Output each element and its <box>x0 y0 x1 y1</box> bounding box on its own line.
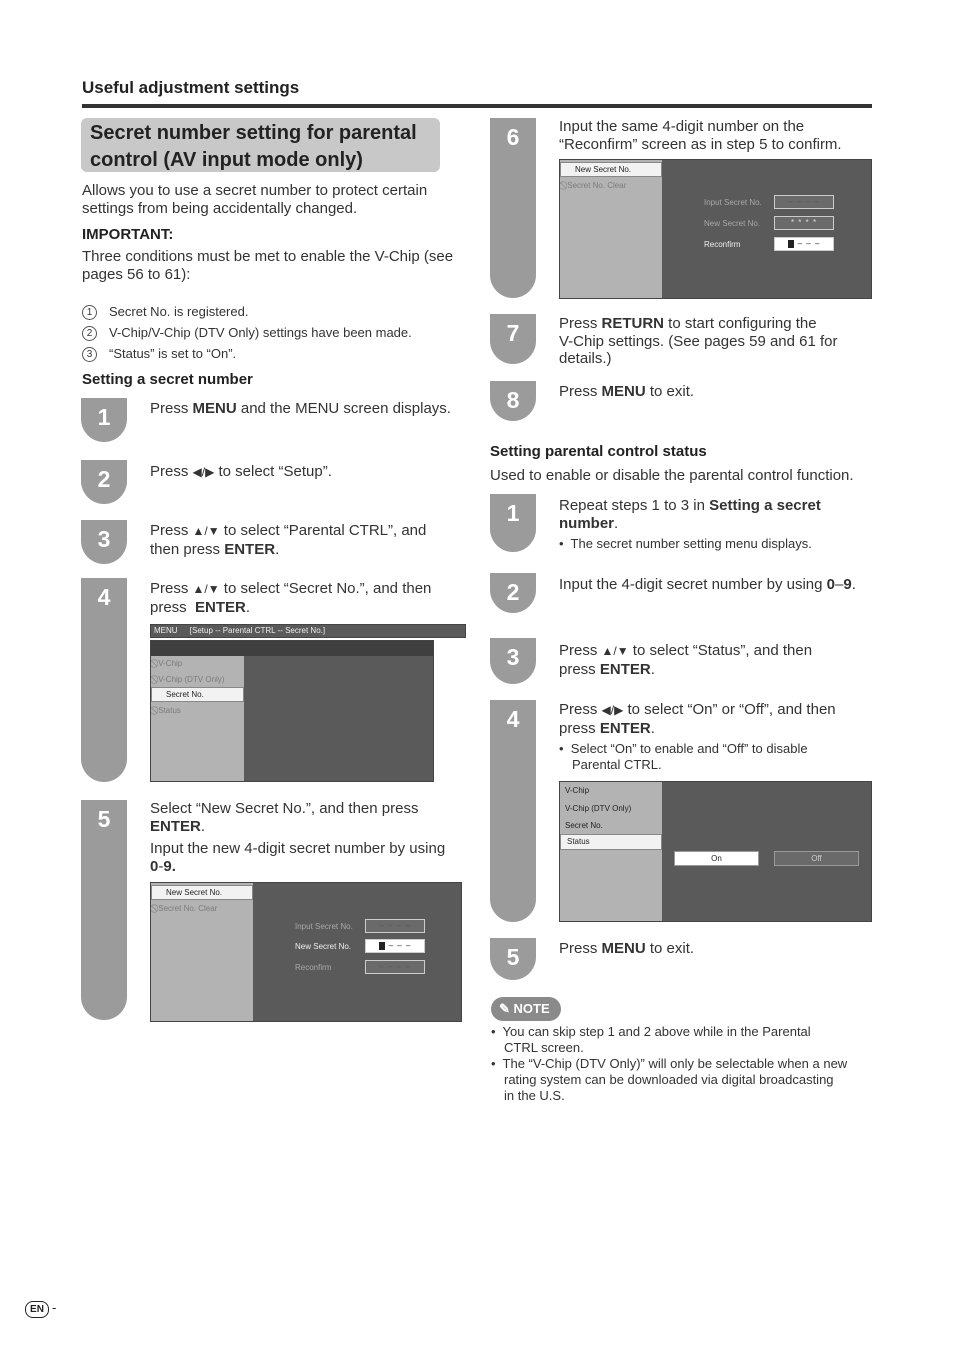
label-reconfirm: Reconfirm <box>704 240 741 249</box>
condition-text: Secret No. is registered. <box>109 304 249 319</box>
pstep-tab-2 <box>490 573 536 613</box>
step1-text: Press MENU and the MENU screen displays. <box>150 400 451 417</box>
condition-text: V-Chip/V-Chip (DTV Only) settings have been made. <box>109 325 412 340</box>
menu-label: MENU <box>154 626 178 635</box>
up-down-arrows-icon: ▲/▼ <box>192 582 220 596</box>
label-reconfirm: Reconfirm <box>295 963 332 972</box>
step-tab-4 <box>81 578 127 782</box>
reconfirm-field[interactable]: – – – – <box>365 960 425 974</box>
step8-text: Press MENU to exit. <box>559 383 695 400</box>
page-title-line2: control (AV input mode only) <box>90 149 363 171</box>
section-header: Useful adjustment settings <box>82 78 300 97</box>
step-number: 5 <box>97 806 111 832</box>
menu-item-status[interactable]: ⃠ Status <box>156 706 181 715</box>
status-screen <box>559 781 872 922</box>
pstep2-text: Input the 4-digit secret number by using 0–9. <box>559 576 856 593</box>
input-secret-field[interactable]: – – – – <box>365 919 425 933</box>
pstep4-text: Press ◀/▶ to select “On” or “Off”, and then press ENTER. <box>559 701 836 737</box>
menu-breadcrumb-bar <box>150 624 466 638</box>
status-left-panel <box>560 782 662 921</box>
conditions-list <box>82 304 412 367</box>
condition-item <box>82 304 412 325</box>
up-down-arrows-icon: ▲/▼ <box>601 644 629 658</box>
page-dash: - <box>52 1300 57 1315</box>
step-number: 3 <box>97 526 111 552</box>
step-tab-5 <box>81 800 127 1020</box>
reconfirm-screen <box>559 159 872 299</box>
important-line1: Three conditions must be met to enable the V-Chip (see <box>82 248 454 265</box>
step-number: 2 <box>97 466 111 492</box>
tab-new-secret-no[interactable]: New Secret No. <box>560 162 662 177</box>
note-bullet-1: • You can skip step 1 and 2 above while in the Parental CTRL screen. <box>491 1024 811 1055</box>
important-label: IMPORTANT: <box>82 226 174 243</box>
step-tab-1 <box>81 398 127 442</box>
pstep5-text: Press MENU to exit. <box>559 940 695 957</box>
status-off-button[interactable]: Off <box>774 851 859 866</box>
menu-item-vchip[interactable]: ⃠ V-Chip <box>156 659 183 668</box>
step-number: 3 <box>506 644 520 670</box>
menu-item-vchip-dtv[interactable]: V-Chip (DTV Only) <box>565 804 632 813</box>
condition-item <box>82 346 412 367</box>
tab-secret-no-clear[interactable]: ⃠ Secret No. Clear <box>156 904 218 913</box>
note-label: NOTE <box>513 1001 550 1016</box>
label-new-secret: New Secret No. <box>704 219 761 228</box>
intro-line1: Allows you to use a secret number to protect certain <box>82 182 428 199</box>
left-right-arrows-icon: ◀/▶ <box>601 703 624 717</box>
parental-title: Setting parental control status <box>490 443 707 460</box>
setting-secret-title: Setting a secret number <box>82 371 253 388</box>
cursor-icon <box>379 942 385 950</box>
important-text <box>82 248 453 283</box>
menu-screen-secret <box>150 640 434 782</box>
condition-item <box>82 325 412 346</box>
pstep3-text: Press ▲/▼ to select “Status”, and then press ENTER. <box>559 642 813 678</box>
input-secret-field[interactable]: – – – – <box>774 195 834 209</box>
step-number: 5 <box>506 944 520 970</box>
menu-screen-topbar <box>151 641 433 656</box>
pencil-icon: ✎ <box>499 1001 510 1016</box>
note-badge <box>491 997 561 1021</box>
step-number: 6 <box>506 124 520 150</box>
condition-number: 3 <box>82 347 97 362</box>
step6-text: Input the same 4-digit number on the “Reconfirm” screen as in step 5 to confirm. <box>559 118 842 153</box>
step5-text: Select “New Secret No.”, and then press ENTER. Input the new 4-digit secret number by using 0-9. <box>150 800 446 875</box>
condition-text: “Status” is set to “On”. <box>109 346 237 361</box>
page-title-line1: Secret number setting for parental <box>90 122 417 144</box>
step4-text: Press ▲/▼ to select “Secret No.”, and then press ENTER. <box>150 580 432 616</box>
pstep1-bullet: • The secret number setting menu displays. <box>559 536 812 551</box>
menu-item-secret-no[interactable]: Secret No. <box>565 821 603 830</box>
step-number: 1 <box>506 500 520 526</box>
up-down-arrows-icon: ▲/▼ <box>192 524 220 538</box>
pstep-tab-1 <box>490 494 536 552</box>
label-input-secret: Input Secret No. <box>295 922 353 931</box>
important-line2: pages 56 to 61): <box>82 265 191 283</box>
new-secret-field[interactable]: * * * * <box>774 216 834 230</box>
intro-line2: settings from being accidentally changed. <box>82 199 358 217</box>
new-secret-screen <box>150 882 462 1022</box>
step-tab-8 <box>490 381 536 421</box>
reconfirm-field[interactable]: – – – <box>774 237 834 251</box>
pstep1-text: Repeat steps 1 to 3 in Setting a secret number. <box>559 497 821 532</box>
pstep4-bullet: • Select “On” to enable and “Off” to disable Parental CTRL. <box>559 741 808 772</box>
pstep-tab-5 <box>490 938 536 980</box>
menu-item-vchip-dtv[interactable]: ⃠ V-Chip (DTV Only) <box>156 675 225 684</box>
status-on-button[interactable]: On <box>674 851 759 866</box>
label-new-secret: New Secret No. <box>295 942 352 951</box>
menu-item-vchip[interactable]: V-Chip <box>565 786 590 795</box>
menu-breadcrumb: [Setup -- Parental CTRL -- Secret No.] <box>189 626 326 635</box>
condition-number: 2 <box>82 326 97 341</box>
step-number: 7 <box>506 320 520 346</box>
left-right-arrows-icon: ◀/▶ <box>192 465 215 479</box>
step-number: 8 <box>506 387 520 413</box>
cursor-icon <box>788 240 794 248</box>
note-bullet-2: • The “V-Chip (DTV Only)” will only be selectable when a new rating system can be downloaded via digital broadcasting in the U.S. <box>491 1056 848 1103</box>
step-tab-3 <box>81 520 127 564</box>
step-tab-7 <box>490 314 536 364</box>
tab-new-secret-no[interactable]: New Secret No. <box>151 885 253 900</box>
pstep-tab-3 <box>490 638 536 684</box>
language-badge: EN <box>25 1301 49 1318</box>
step-number: 2 <box>506 579 520 605</box>
condition-number: 1 <box>82 305 97 320</box>
pstep-tab-4 <box>490 700 536 922</box>
parental-desc: Used to enable or disable the parental control function. <box>490 467 854 484</box>
new-secret-field[interactable]: – – – <box>365 939 425 953</box>
title-box <box>81 118 440 172</box>
menu-item-secret-no[interactable]: Secret No. <box>151 687 244 702</box>
step-tab-2 <box>81 460 127 504</box>
step-number: 1 <box>97 404 111 430</box>
step3-text: Press ▲/▼ to select “Parental CTRL”, and then press ENTER. <box>150 522 427 558</box>
header-rule <box>82 104 872 108</box>
intro-text <box>82 182 427 217</box>
step-number: 4 <box>506 706 520 732</box>
step-tab-6 <box>490 118 536 298</box>
step2-text: Press ◀/▶ to select “Setup”. <box>150 463 332 480</box>
step7-text: Press RETURN to start configuring the V-Chip settings. (See pages 59 and 61 for details.) <box>559 315 838 367</box>
label-input-secret: Input Secret No. <box>704 198 762 207</box>
step-number: 4 <box>97 584 111 610</box>
menu-item-status[interactable]: Status <box>560 834 662 850</box>
tab-secret-no-clear[interactable]: ⃠ Secret No. Clear <box>565 181 627 190</box>
